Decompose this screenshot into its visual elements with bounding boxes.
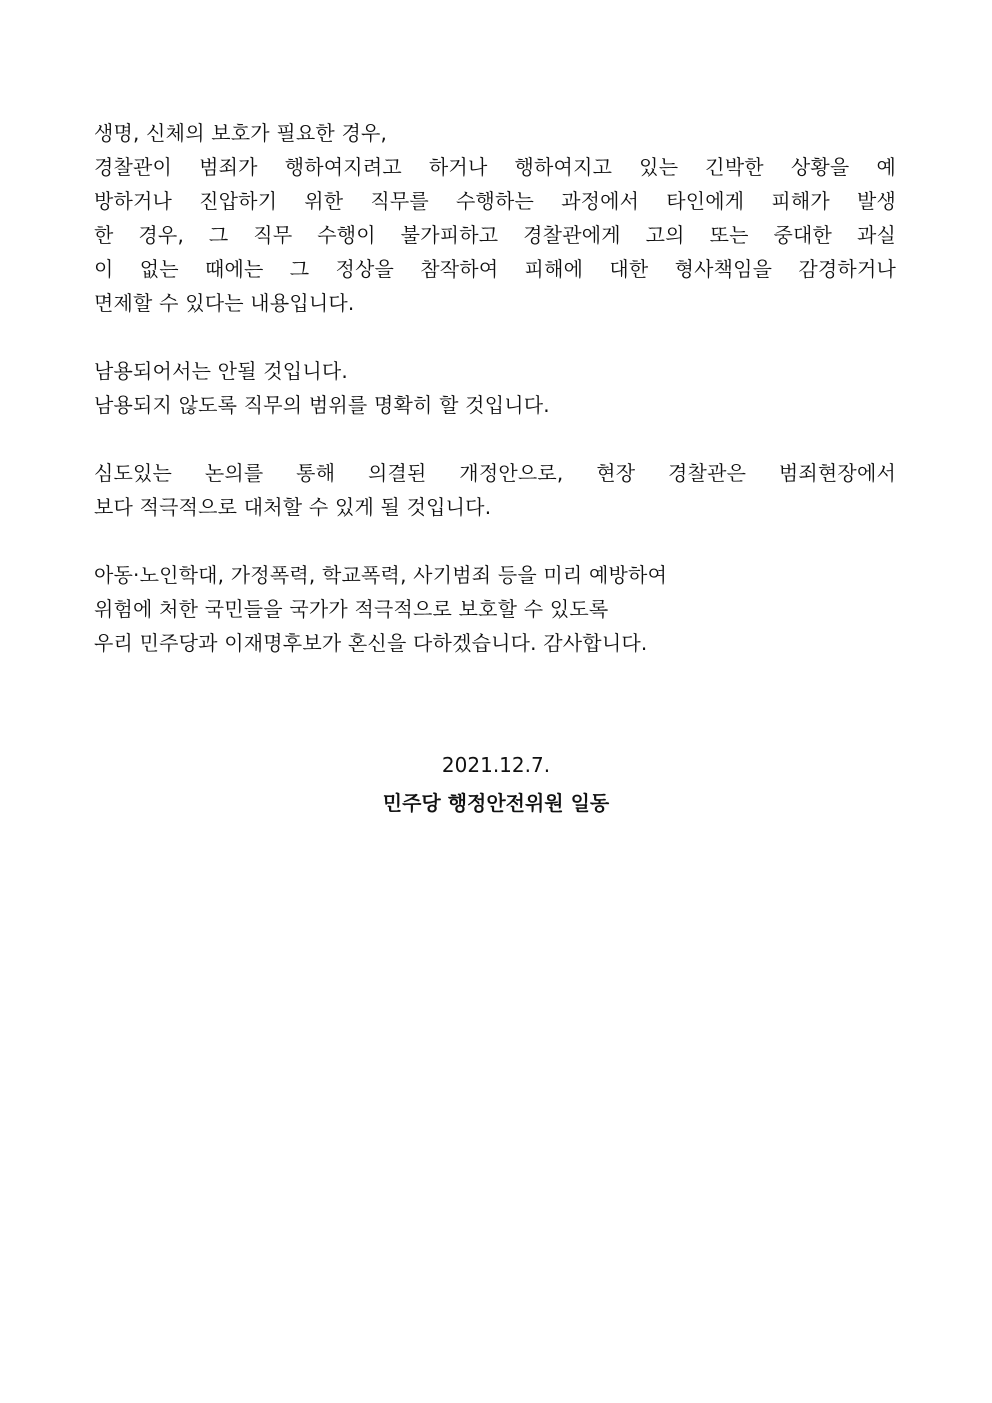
text-line: 심도있는 논의를 통해 의결된 개정안으로, 현장 경찰관은 범죄현장에서 <box>94 461 896 485</box>
paragraph-gap <box>94 524 896 558</box>
text-line: 방하거나 진압하기 위한 직무를 수행하는 과정에서 타인에게 피해가 발생 <box>94 189 896 213</box>
text-line: 보다 적극적으로 대처할 수 있게 될 것입니다. <box>94 495 492 519</box>
text-line: 이 없는 때에는 그 정상을 참작하여 피해에 대한 형사책임을 감경하거나 <box>94 257 896 281</box>
paragraph-gap <box>94 422 896 456</box>
text-line: 우리 민주당과 이재명후보가 혼신을 다하겠습니다. 감사합니다. <box>94 631 648 655</box>
text-line: 한 경우, 그 직무 수행이 불가피하고 경찰관에게 고의 또는 중대한 과실 <box>94 223 896 247</box>
document-body <box>94 116 896 660</box>
text-line: 경찰관이 범죄가 행하여지려고 하거나 행하여지고 있는 긴박한 상황을 예 <box>94 155 896 179</box>
text-line: 위험에 처한 국민들을 국가가 적극적으로 보호할 수 있도록 <box>94 597 609 621</box>
paragraph-gap <box>94 320 896 354</box>
text-line: 남용되지 않도록 직무의 범위를 명확히 할 것입니다. <box>94 393 550 417</box>
text-line: 아동·노인학대, 가정폭력, 학교폭력, 사기범죄 등을 미리 예방하여 <box>94 563 668 587</box>
text-line: 면제할 수 있다는 내용입니다. <box>94 291 355 315</box>
document-signature: 민주당 행정안전위원 일동 <box>382 791 610 815</box>
text-line: 남용되어서는 안될 것입니다. <box>94 359 348 383</box>
text-line: 생명, 신체의 보호가 필요한 경우, <box>94 121 388 145</box>
document-date: 2021.12.7. <box>441 753 551 777</box>
